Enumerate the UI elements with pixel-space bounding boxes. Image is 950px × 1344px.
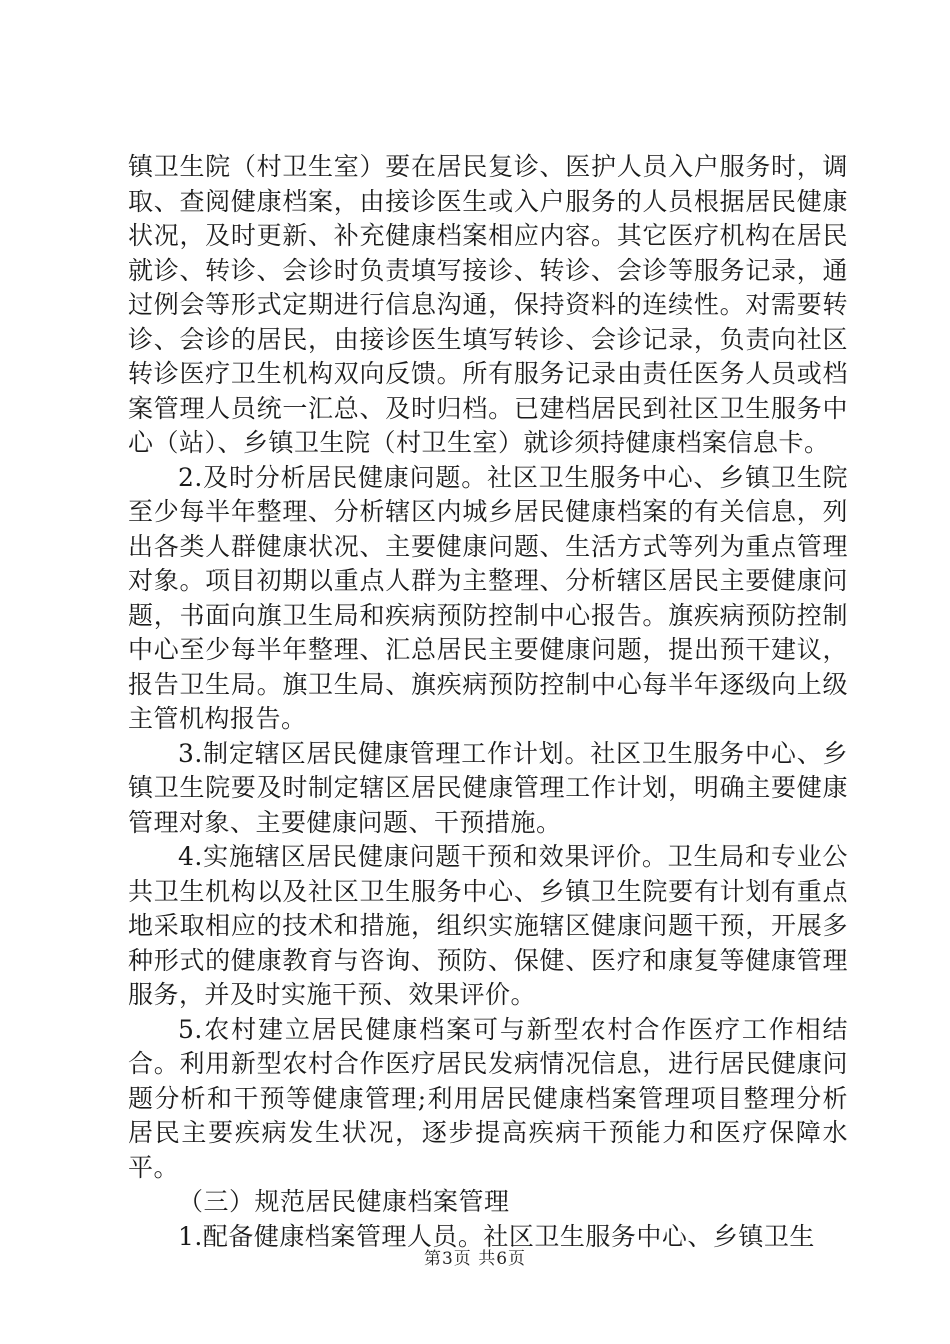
section-heading: （三）规范居民健康档案管理 <box>178 1187 510 1216</box>
paragraph-item-4: 4.实施辖区居民健康问题干预和效果评价。卫生局和专业公共卫生机构以及社区卫生服务中心、乡镇卫生院要有计划有重点地采取相应的技术和措施，组织实施辖区健康问题干预，开展多种形式的健康教育与咨询、预防、保健、医疗和康复等健康管理服务，并及时实施干预、效果评价。 <box>128 842 848 1009</box>
paragraph-continuation: 镇卫生院（村卫生室）要在居民复诊、医护人员入户服务时，调取、查阅健康档案，由接诊医生或入户服务的人员根据居民健康状况，及时更新、补充健康档案相应内容。其它医疗机构在居民就诊、转诊、会诊时负责填写接诊、转诊、会诊等服务记录，通过例会等形式定期进行信息沟通，保持资料的连续性。对需要转诊、会诊的居民，由接诊医生填写转诊、会诊记录，负责向社区转诊医疗卫生机构双向反馈。所有服务记录由责任医务人员或档案管理人员统一汇总、及时归档。已建档居民到社区卫生服务中心（站）、乡镇卫生院（村卫生室）就诊须持健康档案信息卡。 <box>128 152 848 457</box>
paragraph-item-5: 5.农村建立居民健康档案可与新型农村合作医疗工作相结合。利用新型农村合作医疗居民发病情况信息，进行居民健康问题分析和干预等健康管理;利用居民健康档案管理项目整理分析居民主要疾病发生状况，逐步提高疾病干预能力和医疗保障水平。 <box>128 1014 848 1182</box>
paragraph-item-1: 1.配备健康档案管理人员。社区卫生服务中心、乡镇卫生 <box>178 1221 815 1251</box>
document-body <box>128 150 848 1254</box>
paragraph-item-3: 3.制定辖区居民健康管理工作计划。社区卫生服务中心、乡镇卫生院要及时制定辖区居民健康管理工作计划，明确主要健康管理对象、主要健康问题、干预措施。 <box>128 738 848 837</box>
page-number-footer: 第3页 共6页 <box>423 1249 527 1269</box>
paragraph-item-2: 2.及时分析居民健康问题。社区卫生服务中心、乡镇卫生院至少每半年整理、分析辖区内城乡居民健康档案的有关信息，列出各类人群健康状况、主要健康问题、生活方式等列为重点管理对象。项目初期以重点人群为主整理、分析辖区居民主要健康问题，书面向旗卫生局和疾病预防控制中心报告。旗疾病预防控制中心至少每半年整理、汇总居民主要健康问题，提出预干建议，报告卫生局。旗卫生局、旗疾病预防控制中心每半年逐级向上级主管机构报告。 <box>128 462 848 733</box>
